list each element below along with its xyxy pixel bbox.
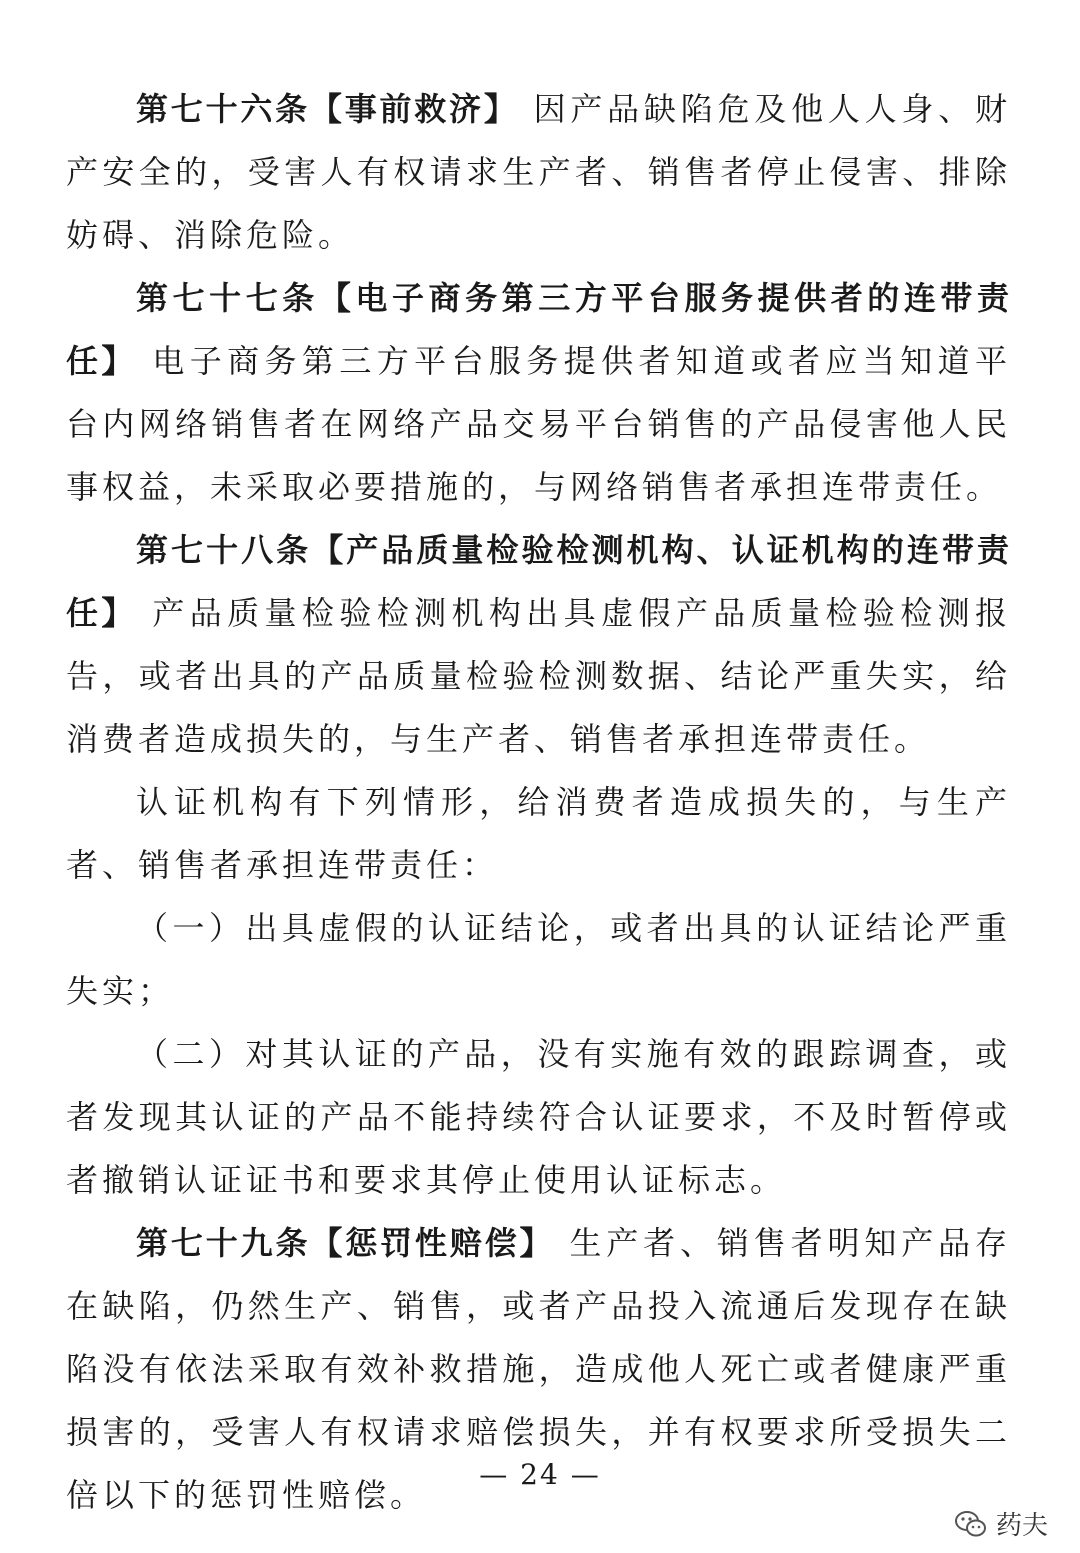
article-77 xyxy=(66,267,1011,519)
article-heading: 第七十八条【产品质量检验检测机构、认证机构的连带责任】 xyxy=(66,531,1011,632)
article-body: 电子商务第三方平台服务提供者知道或者应当知道平台内网络销售者在网络产品交易平台销售的产品侵害他人民事权益，未采取必要措施的，与网络销售者承担连带责任。 xyxy=(66,342,1011,506)
article-heading: 第七十九条【惩罚性赔偿】 xyxy=(136,1224,555,1262)
article-76 xyxy=(66,78,1011,267)
watermark-label: 药夫 xyxy=(995,1511,1048,1541)
article-body: 产品质量检验检测机构出具虚假产品质量检验检测报告，或者出具的产品质量检验检测数据、结论严重失实，给消费者造成损失的，与生产者、销售者承担连带责任。 xyxy=(66,594,1011,758)
page-number: — 24 — xyxy=(479,1458,601,1491)
watermark xyxy=(954,1505,1048,1542)
document-page xyxy=(66,78,1011,1527)
wechat-icon xyxy=(954,1509,988,1539)
article-heading: 第七十七条【电子商务第三方平台服务提供者的连带责任】 xyxy=(66,279,1011,380)
article-heading: 第七十六条【事前救济】 xyxy=(136,90,519,128)
paragraph-certification: 认证机构有下列情形，给消费者造成损失的，与生产者、销售者承担连带责任： xyxy=(66,783,1011,884)
list-item-2: （二）对其认证的产品，没有实施有效的跟踪调查，或者发现其认证的产品不能持续符合认证要求，不及时暂停或者撤销认证证书和要求其停止使用认证标志。 xyxy=(66,1035,1011,1199)
article-body: 因产品缺陷危及他人人身、财产安全的，受害人有权请求生产者、销售者停止侵害、排除妨碍、消除危险。 xyxy=(66,90,1011,254)
article-body: 生产者、销售者明知产品存在缺陷，仍然生产、销售，或者产品投入流通后发现存在缺陷没有依法采取有效补救措施，造成他人死亡或者健康严重损害的，受害人有权请求赔偿损失，并有权要求所受损失二倍以下的惩罚性赔偿。 xyxy=(66,1224,1011,1514)
article-78 xyxy=(66,519,1011,771)
list-item-1: （一）出具虚假的认证结论，或者出具的认证结论严重失实； xyxy=(66,909,1011,1010)
